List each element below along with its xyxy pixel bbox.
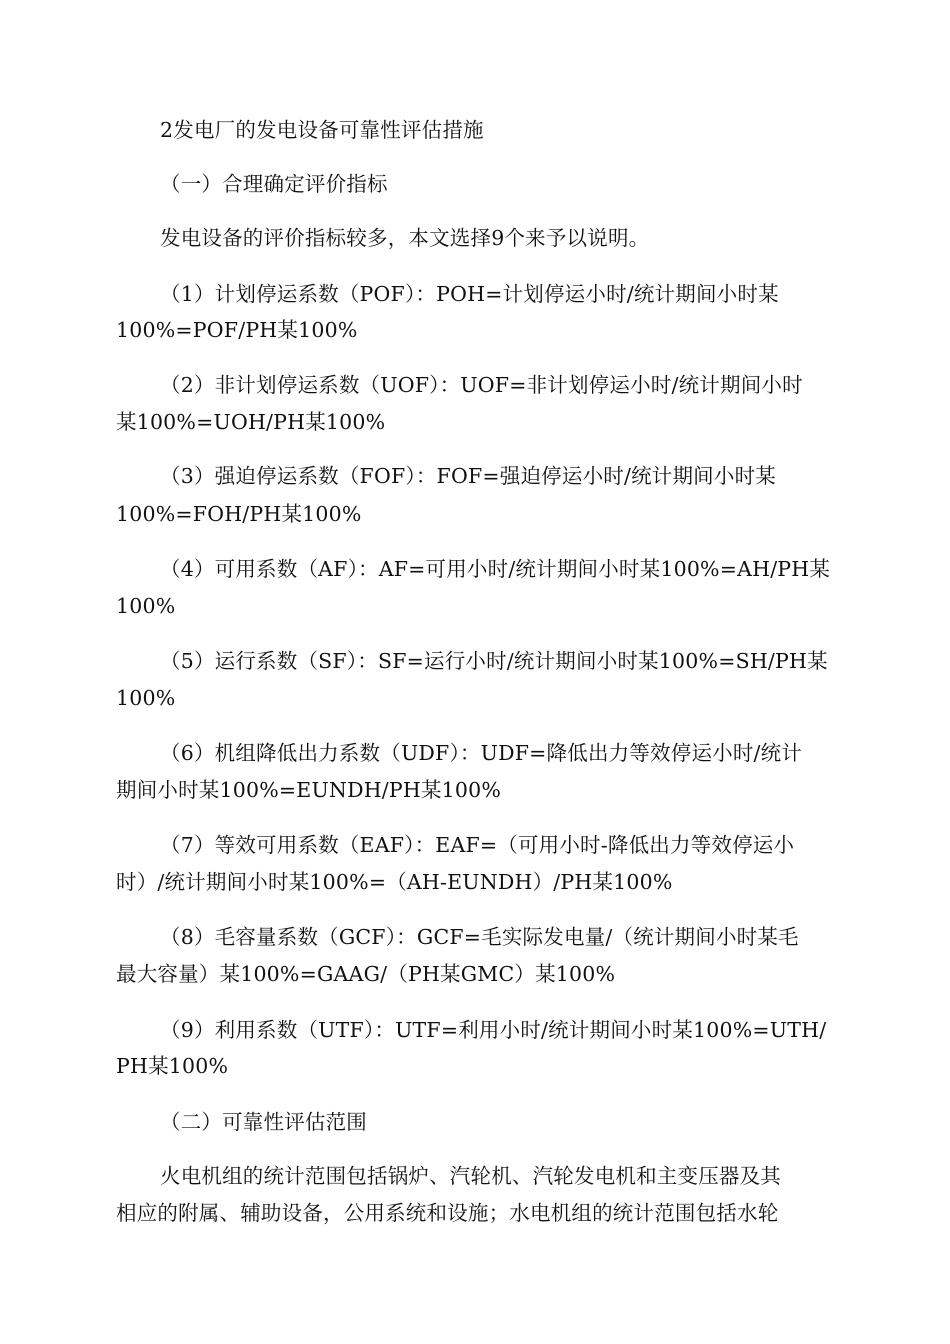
indicator-udf-line-2: 期间小时某100%=EUNDH/PH某100% (116, 778, 502, 802)
scope-paragraph-line-1: 火电机组的统计范围包括锅炉、汽轮机、汽轮发电机和主变压器及其 (160, 1164, 781, 1188)
indicator-pof-line-2: 100%=POF/PH某100% (116, 318, 358, 342)
indicator-eaf-line-1: （7）等效可用系数（EAF）：EAF=（可用小时-降低出力等效停运小 (160, 833, 795, 857)
subsection-heading-evaluation-indicators: （一）合理确定评价指标 (160, 172, 388, 196)
indicator-pof-line-1: （1）计划停运系数（POF）：POH=计划停运小时/统计期间小时某 (160, 282, 779, 306)
indicator-utf-line-1: （9）利用系数（UTF）：UTF=利用小时/统计期间小时某100%=UTH/ (160, 1018, 827, 1042)
indicator-gcf-line-1: （8）毛容量系数（GCF）：GCF=毛实际发电量/（统计期间小时某毛 (160, 925, 799, 949)
subsection-heading-evaluation-scope: （二）可靠性评估范围 (160, 1110, 367, 1134)
scope-paragraph-line-2: 相应的附属、辅助设备，公用系统和设施；水电机组的统计范围包括水轮 (116, 1201, 779, 1225)
indicator-uof-line-1: （2）非计划停运系数（UOF）：UOF=非计划停运小时/统计期间小时 (160, 373, 803, 397)
indicator-eaf-line-2: 时）/统计期间小时某100%=（AH-EUNDH）/PH某100% (116, 870, 673, 894)
intro-paragraph: 发电设备的评价指标较多，本文选择9个来予以说明。 (160, 226, 650, 250)
indicator-af-line-2: 100% (116, 594, 176, 618)
indicator-utf-line-2: PH某100% (116, 1054, 229, 1078)
indicator-uof-line-2: 某100%=UOH/PH某100% (116, 410, 386, 434)
indicator-fof-line-1: （3）强迫停运系数（FOF）：FOF=强迫停运小时/统计期间小时某 (160, 464, 776, 488)
indicator-fof-line-2: 100%=FOH/PH某100% (116, 502, 362, 526)
indicator-sf-line-1: （5）运行系数（SF）：SF=运行小时/统计期间小时某100%=SH/PH某 (160, 649, 828, 673)
section-title: 2发电厂的发电设备可靠性评估措施 (160, 118, 484, 142)
indicator-gcf-line-2: 最大容量）某100%=GAAG/（PH某GMC）某100% (116, 962, 616, 986)
indicator-udf-line-1: （6）机组降低出力系数（UDF）：UDF=降低出力等效停运小时/统计 (160, 741, 803, 765)
indicator-sf-line-2: 100% (116, 686, 176, 710)
indicator-af-line-1: （4）可用系数（AF）：AF=可用小时/统计期间小时某100%=AH/PH某 (160, 557, 831, 581)
